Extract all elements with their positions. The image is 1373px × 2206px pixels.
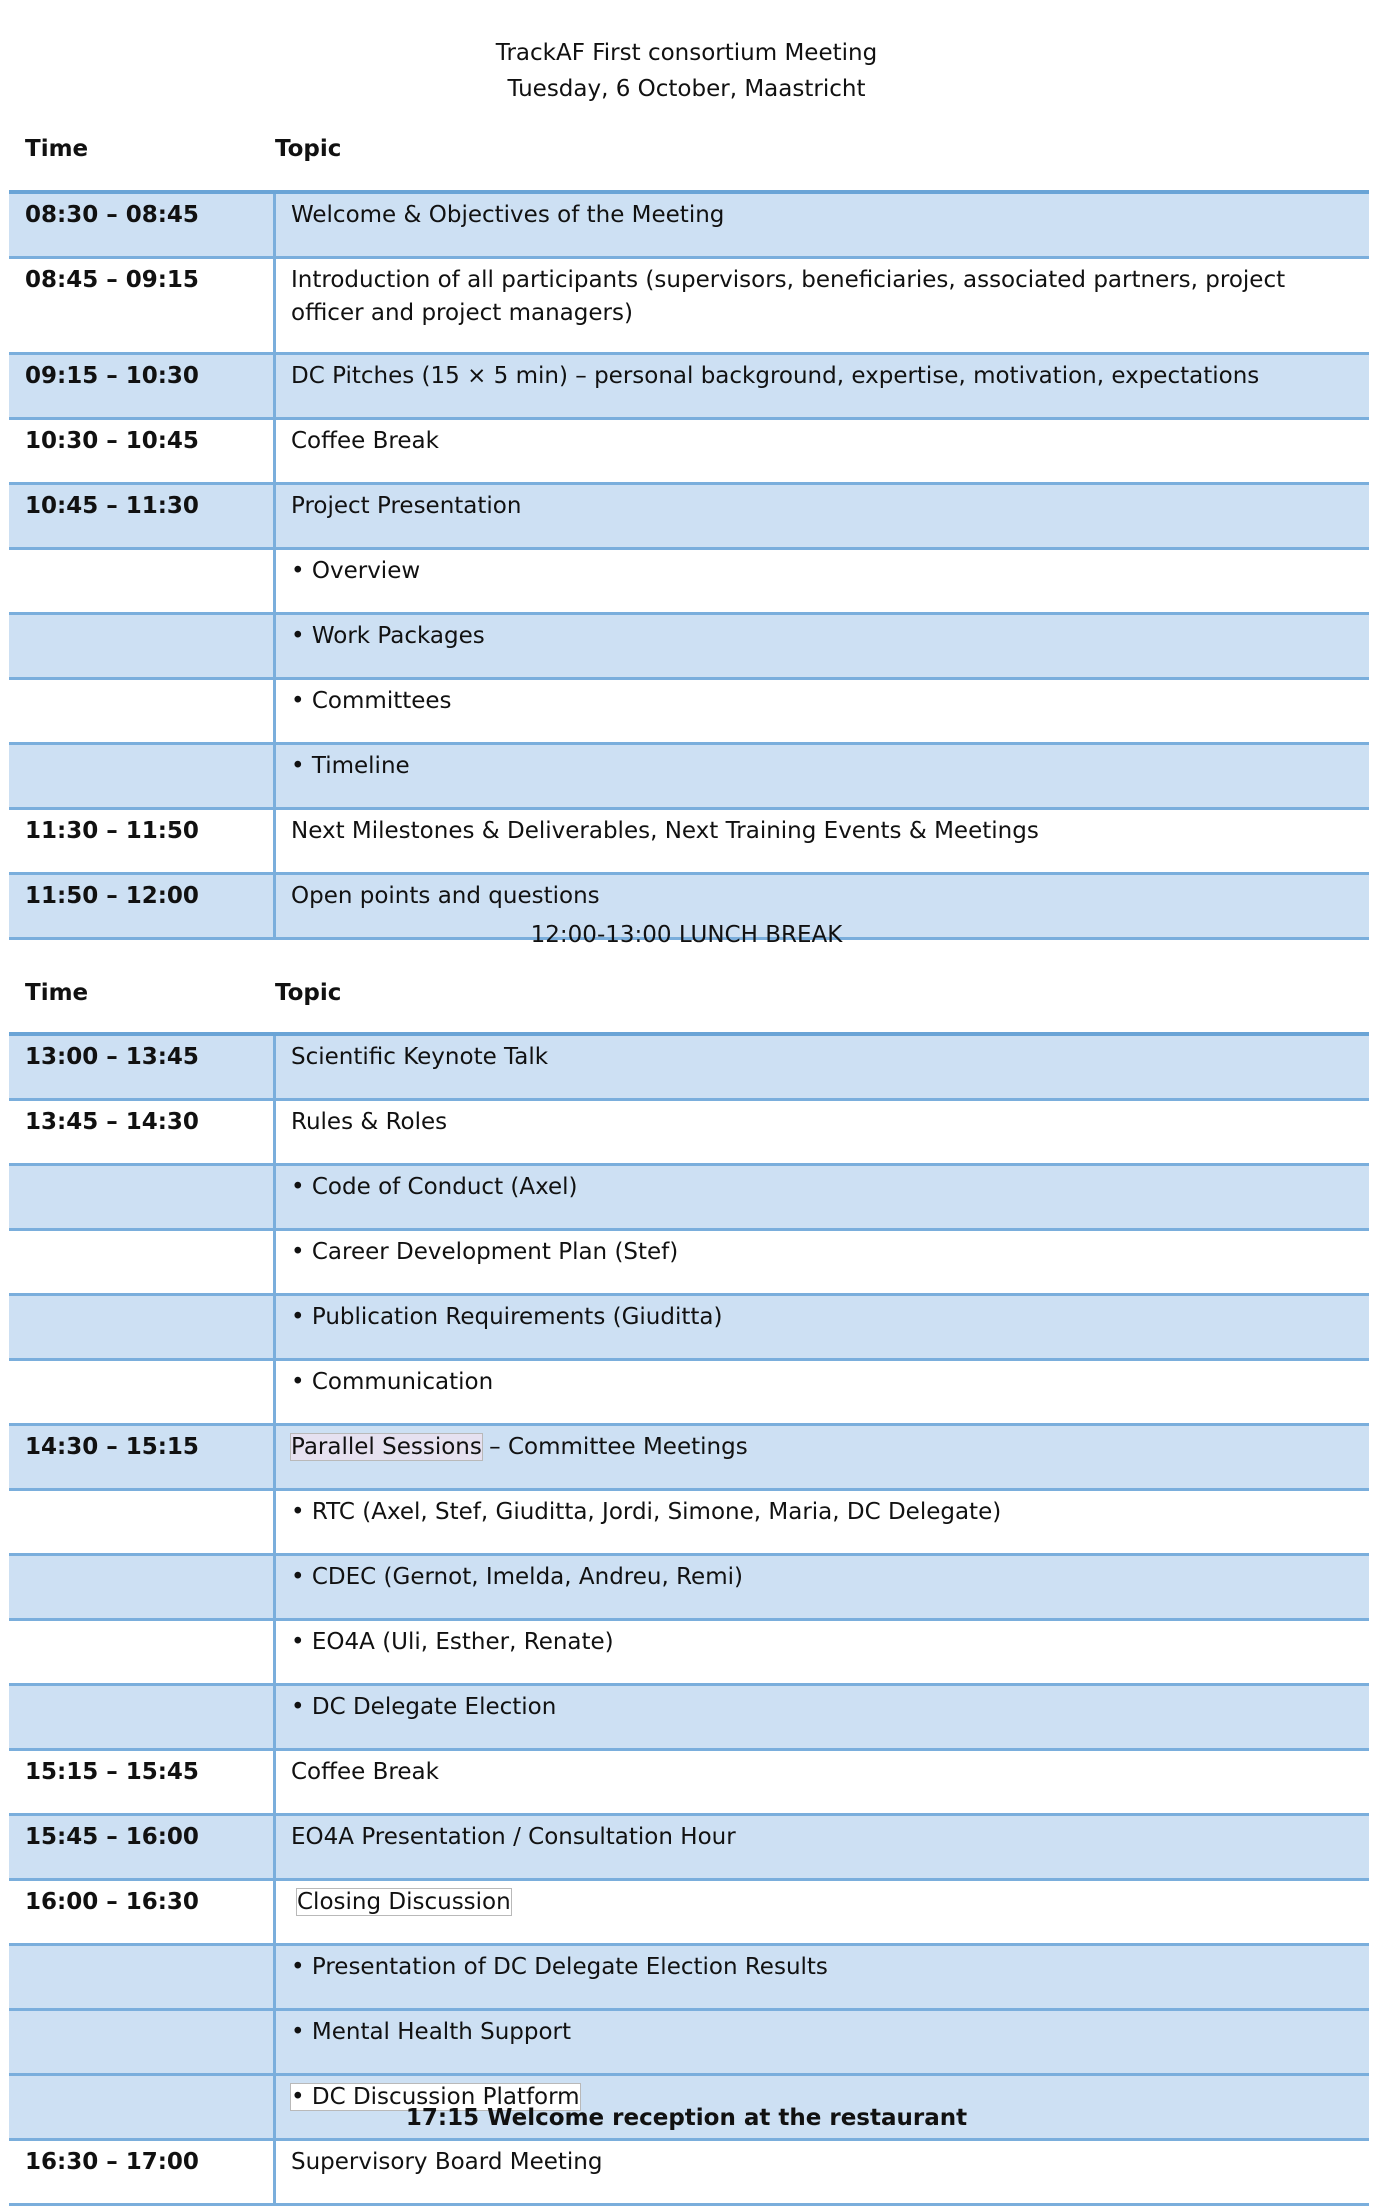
topic-cell: • CDEC (Gernot, Imelda, Andreu, Remi) — [275, 1555, 1370, 1620]
topic-cell — [275, 1425, 1370, 1490]
time-cell — [9, 1945, 275, 2010]
topic-cell: Supervisory Board Meeting — [275, 2140, 1370, 2205]
topic-cell: Project Presentation — [275, 484, 1370, 549]
topic-cell: EO4A Presentation / Consultation Hour — [275, 1815, 1370, 1880]
table-row — [9, 549, 1369, 614]
table-row — [9, 1100, 1369, 1165]
morning-schedule-table — [9, 190, 1369, 940]
afternoon-time-header: Time — [25, 980, 89, 1006]
topic-cell: Scientific Keynote Talk — [275, 1034, 1370, 1100]
table-row — [9, 1880, 1369, 1945]
table-row — [9, 679, 1369, 744]
time-cell: 13:00 – 13:45 — [9, 1034, 275, 1100]
topic-cell: • Code of Conduct (Axel) — [275, 1165, 1370, 1230]
topic-cell: Coffee Break — [275, 1750, 1370, 1815]
comment-highlight[interactable]: • DC Discussion Platform — [291, 2084, 580, 2110]
table-row — [9, 809, 1369, 874]
table-row — [9, 2140, 1369, 2205]
time-cell — [9, 2010, 275, 2075]
time-cell: 11:30 – 11:50 — [9, 809, 275, 874]
time-cell: 14:30 – 15:15 — [9, 1425, 275, 1490]
topic-cell — [275, 1880, 1370, 1945]
table-row — [9, 484, 1369, 549]
topic-cell: Introduction of all participants (supervisors, beneficiaries, associated partners, project officer and project managers) — [275, 258, 1370, 354]
table-row — [9, 744, 1369, 809]
time-cell — [9, 1165, 275, 1230]
table-row — [9, 1034, 1369, 1100]
time-cell: 08:45 – 09:15 — [9, 258, 275, 354]
time-cell: 16:30 – 17:00 — [9, 2140, 275, 2205]
topic-cell: • Presentation of DC Delegate Election Results — [275, 1945, 1370, 2010]
topic-cell: • Publication Requirements (Giuditta) — [275, 1295, 1370, 1360]
table-row — [9, 1750, 1369, 1815]
time-cell — [9, 1620, 275, 1685]
topic-cell: • Timeline — [275, 744, 1370, 809]
morning-topic-header: Topic — [275, 136, 342, 162]
topic-cell: • DC Delegate Election — [275, 1685, 1370, 1750]
time-cell: 15:15 – 15:45 — [9, 1750, 275, 1815]
time-cell — [9, 1490, 275, 1555]
table-row — [9, 419, 1369, 484]
time-cell — [9, 549, 275, 614]
topic-cell: Next Milestones & Deliverables, Next Training Events & Meetings — [275, 809, 1370, 874]
document-title: TrackAF First consortium Meeting — [495, 40, 878, 66]
topic-cell: • Communication — [275, 1360, 1370, 1425]
footer-note: 17:15 Welcome reception at the restaurant — [405, 2105, 968, 2131]
table-row — [9, 614, 1369, 679]
comment-highlight[interactable]: Parallel Sessions — [291, 1434, 482, 1460]
topic-cell: Coffee Break — [275, 419, 1370, 484]
table-row — [9, 1620, 1369, 1685]
topic-cell: • Career Development Plan (Stef) — [275, 1230, 1370, 1295]
time-cell — [9, 1685, 275, 1750]
time-cell: 16:00 – 16:30 — [9, 1880, 275, 1945]
table-row — [9, 258, 1369, 354]
time-cell: 09:15 – 10:30 — [9, 354, 275, 419]
table-row — [9, 1685, 1369, 1750]
comment-highlight[interactable]: Closing Discussion — [297, 1889, 511, 1915]
topic-cell: • Mental Health Support — [275, 2010, 1370, 2075]
time-cell — [9, 744, 275, 809]
time-cell: 08:30 – 08:45 — [9, 192, 275, 258]
table-row — [9, 354, 1369, 419]
table-row — [9, 1490, 1369, 1555]
time-cell — [9, 1230, 275, 1295]
time-cell: 10:30 – 10:45 — [9, 419, 275, 484]
afternoon-schedule-table — [9, 1032, 1369, 2206]
table-row — [9, 1230, 1369, 1295]
time-cell: 11:50 – 12:00 — [9, 874, 275, 939]
time-cell — [9, 679, 275, 744]
table-row — [9, 192, 1369, 258]
afternoon-topic-header: Topic — [275, 980, 342, 1006]
topic-cell: DC Pitches (15 × 5 min) – personal background, expertise, motivation, expectations — [275, 354, 1370, 419]
topic-cell: • EO4A (Uli, Esther, Renate) — [275, 1620, 1370, 1685]
table-row — [9, 1360, 1369, 1425]
table-row — [9, 2010, 1369, 2075]
topic-cell: Open points and questions — [275, 874, 1370, 939]
time-cell — [9, 1555, 275, 1620]
table-row — [9, 1165, 1369, 1230]
table-row — [9, 1555, 1369, 1620]
time-cell: 13:45 – 14:30 — [9, 1100, 275, 1165]
time-cell — [9, 614, 275, 679]
table-row — [9, 1425, 1369, 1490]
topic-cell: • Work Packages — [275, 614, 1370, 679]
topic-cell: • Committees — [275, 679, 1370, 744]
lunch-break-label: 12:00-13:00 LUNCH BREAK — [530, 922, 843, 948]
table-row — [9, 1945, 1369, 2010]
time-cell — [9, 1295, 275, 1360]
morning-time-header: Time — [25, 136, 89, 162]
topic-cell: • Overview — [275, 549, 1370, 614]
topic-cell: • RTC (Axel, Stef, Giuditta, Jordi, Simone, Maria, DC Delegate) — [275, 1490, 1370, 1555]
document-subtitle: Tuesday, 6 October, Maastricht — [507, 76, 866, 102]
topic-text: – Committee Meetings — [481, 1434, 748, 1460]
table-row — [9, 1295, 1369, 1360]
time-cell: 15:45 – 16:00 — [9, 1815, 275, 1880]
topic-cell: Rules & Roles — [275, 1100, 1370, 1165]
time-cell: 10:45 – 11:30 — [9, 484, 275, 549]
table-row — [9, 1815, 1369, 1880]
time-cell — [9, 1360, 275, 1425]
topic-cell: Welcome & Objectives of the Meeting — [275, 192, 1370, 258]
